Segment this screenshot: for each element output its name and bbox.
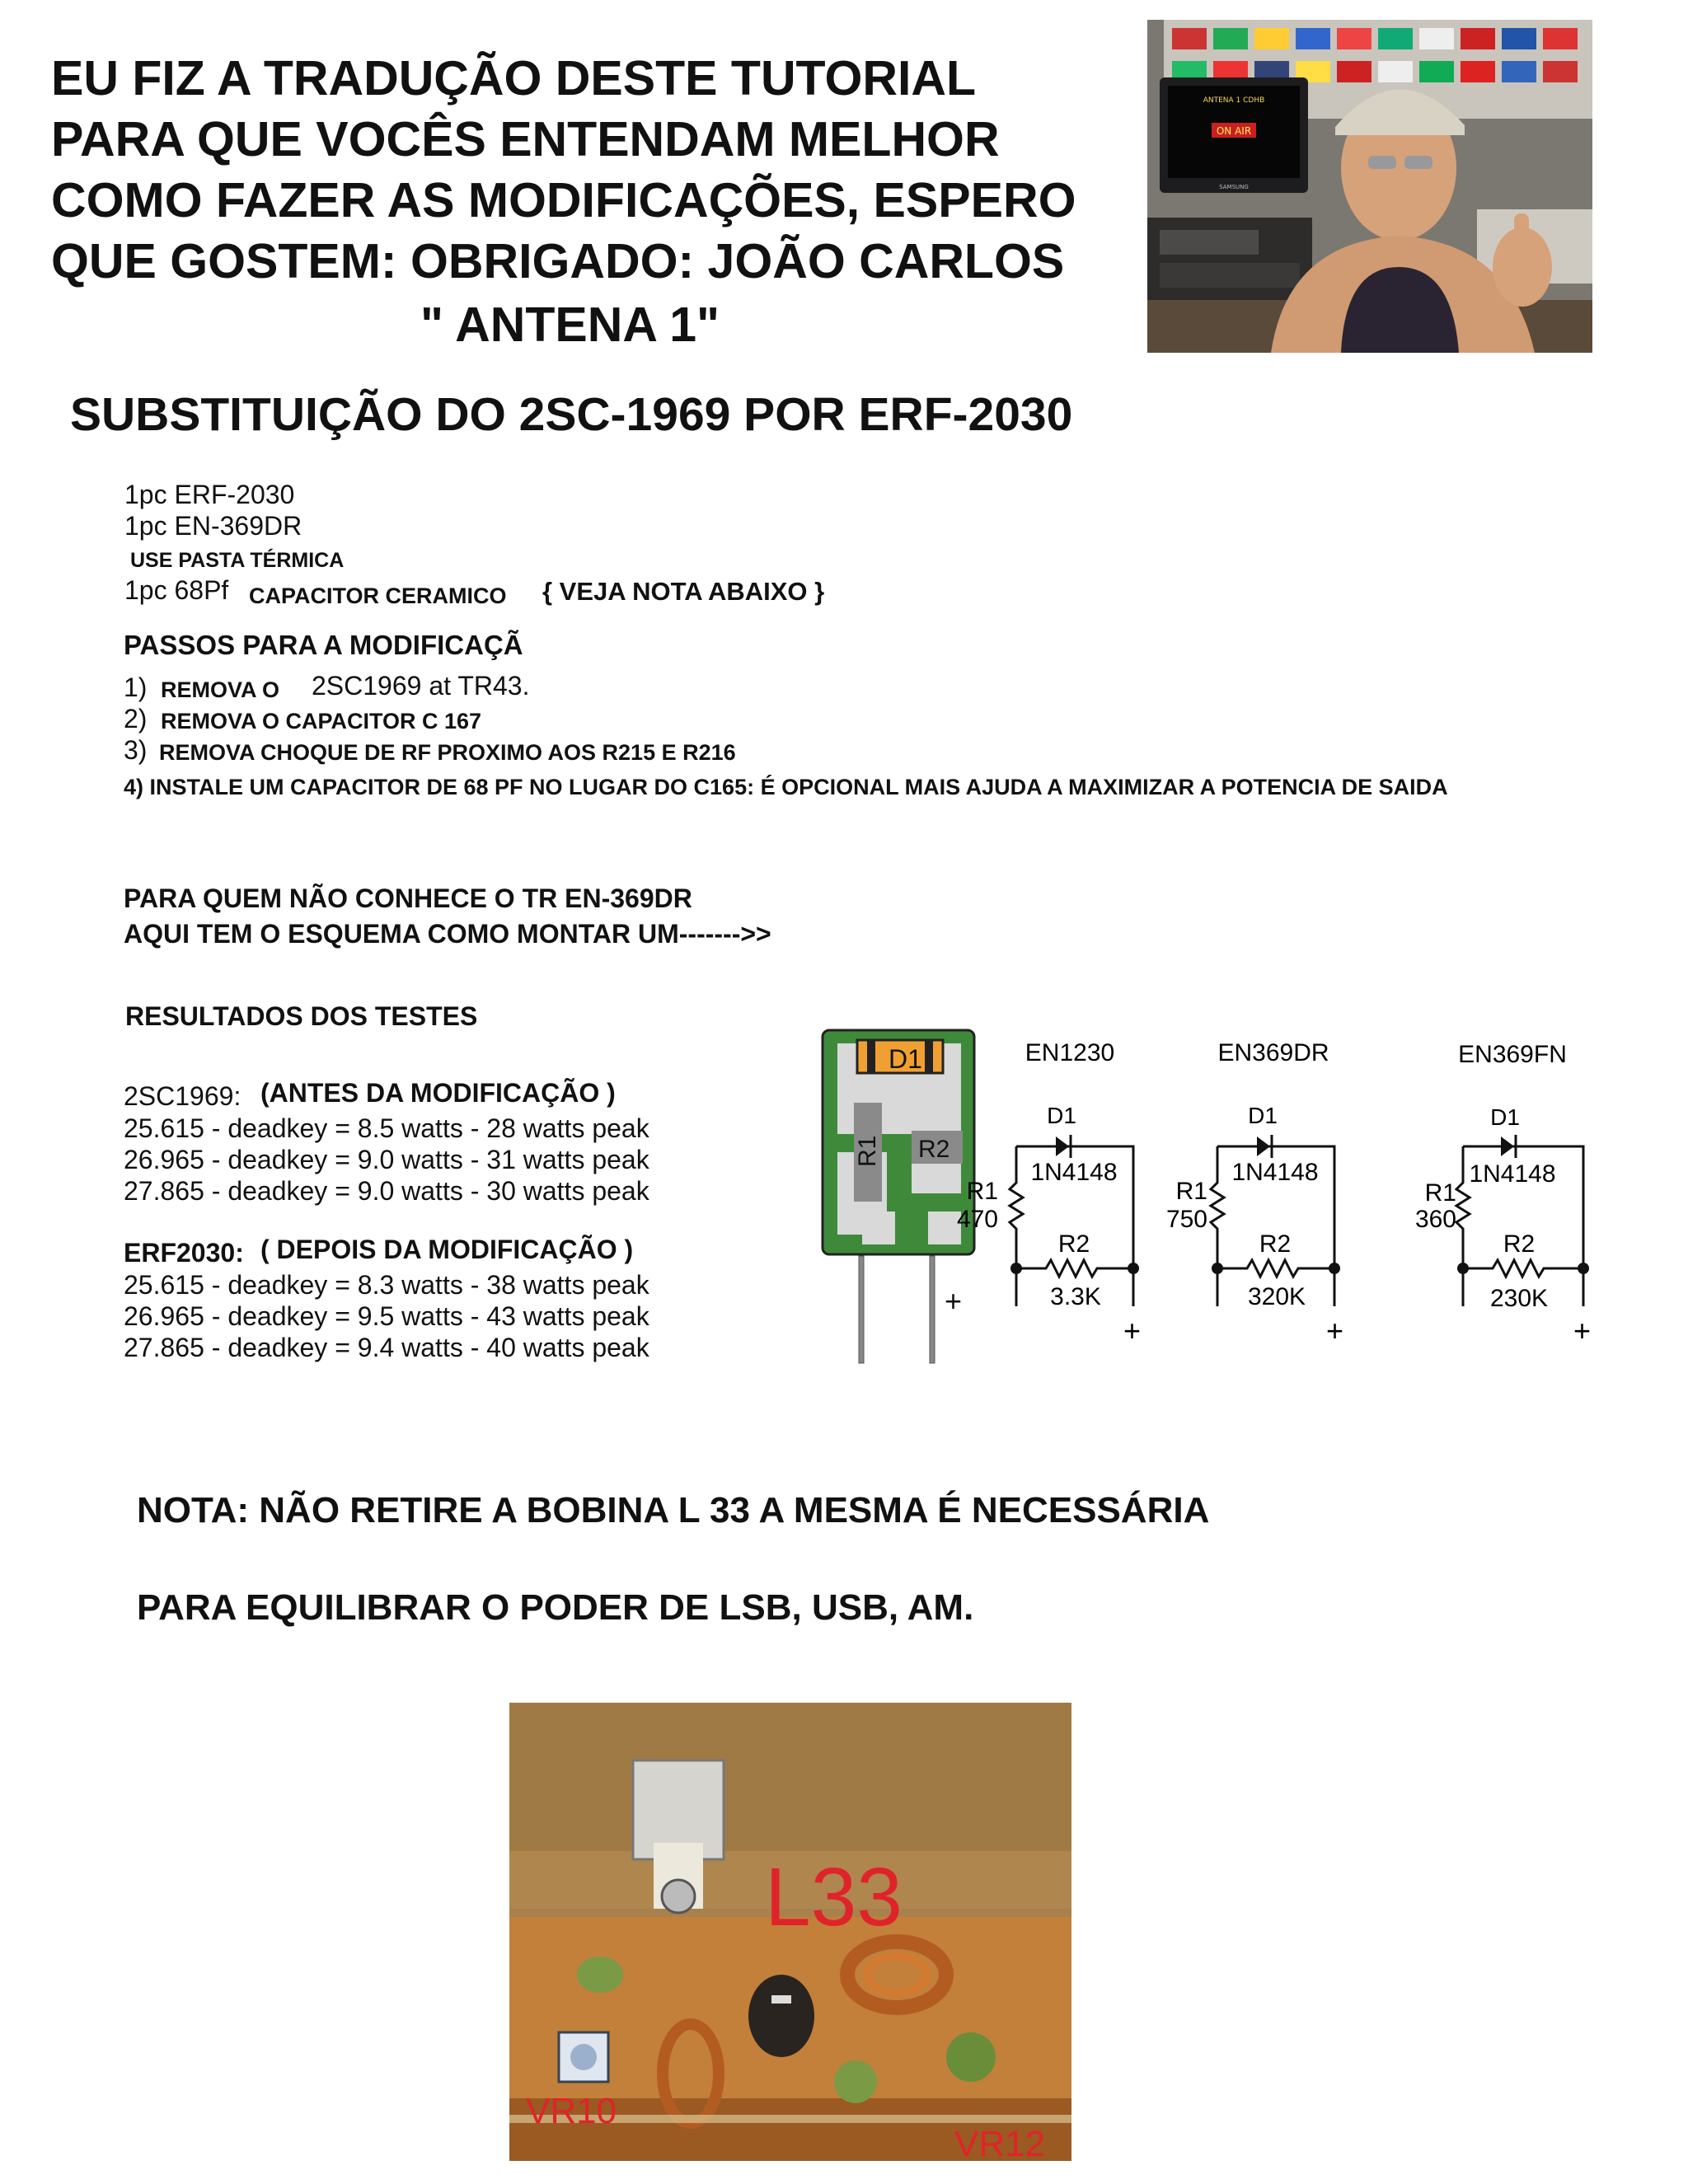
- before-label: 2SC1969:: [124, 1081, 241, 1111]
- r1-label: R1: [854, 1135, 881, 1167]
- schematic-en369fn: [1415, 1041, 1591, 1347]
- intro-line: COMO FAZER AS MODIFICAÇÕES, ESPERO: [51, 173, 1076, 227]
- r1-label: R1: [966, 1178, 998, 1205]
- part-item: 1pc 68Pf: [124, 575, 229, 605]
- after-label: ERF2030:: [124, 1238, 244, 1268]
- r2-value: 3.3K: [1050, 1283, 1101, 1310]
- step-text: 4) INSTALE UM CAPACITOR DE 68 PF NO LUGAR DO C165: É OPCIONAL MAIS AJUDA A MAXIMIZAR A POTENCIA DE SAIDA: [124, 775, 1448, 799]
- part-item: 1pc EN-369DR: [124, 511, 302, 541]
- intro-line: QUE GOSTEM: OBRIGADO: JOÃO CARLOS: [51, 234, 1065, 288]
- info-line: AQUI TEM O ESQUEMA COMO MONTAR UM------->>: [124, 919, 771, 949]
- after-note: ( DEPOIS DA MODIFICAÇÃO ): [260, 1235, 634, 1264]
- intro-text: [51, 48, 1123, 292]
- plus-sign: +: [1123, 1314, 1142, 1347]
- step-text: REMOVA CHOQUE DE RF PROXIMO AOS R215 E R216: [159, 740, 736, 765]
- schematic-title: EN369FN: [1458, 1041, 1567, 1068]
- r1-value: 360: [1414, 1206, 1456, 1233]
- l33-label: L33: [765, 1851, 903, 1943]
- intro-line: EU FIZ A TRADUÇÃO DESTE TUTORIAL: [51, 51, 977, 105]
- diode-part: 1N4148: [1469, 1160, 1556, 1188]
- plus-sign: +: [1573, 1314, 1592, 1347]
- r2-value: 230K: [1489, 1285, 1549, 1312]
- diode-label: D1: [1248, 1103, 1278, 1128]
- r1-value: 470: [956, 1206, 998, 1233]
- schematic-title: EN369DR: [1217, 1039, 1329, 1066]
- result-row: 25.615 - deadkey = 8.3 watts - 38 watts peak: [124, 1270, 649, 1300]
- result-row: 27.865 - deadkey = 9.0 watts - 30 watts peak: [124, 1176, 649, 1206]
- note-line: NOTA: NÃO RETIRE A BOBINA L 33 A MESMA É NECESSÁRIA: [137, 1490, 1210, 1530]
- intro-line: PARA QUE VOCÊS ENTENDAM MELHOR: [51, 112, 1000, 166]
- diode-part: 1N4148: [1030, 1159, 1118, 1186]
- result-row: 26.965 - deadkey = 9.0 watts - 31 watts peak: [124, 1145, 649, 1174]
- step-number: 2): [124, 704, 148, 733]
- page-title: SUBSTITUIÇÃO DO 2SC-1969 POR ERF-2030: [70, 388, 1073, 441]
- results-heading: RESULTADOS DOS TESTES: [125, 1001, 478, 1031]
- step-text-tail: 2SC1969 at TR43.: [312, 671, 530, 701]
- r2-label: R2: [918, 1136, 950, 1163]
- r1-label: R1: [1175, 1178, 1207, 1205]
- diode-part: 1N4148: [1231, 1159, 1319, 1186]
- diode-label: D1: [1047, 1103, 1076, 1128]
- schematics: [812, 1026, 1611, 1372]
- info-line: PARA QUEM NÃO CONHECE O TR EN-369DR: [124, 883, 692, 913]
- r2-label: R2: [1503, 1230, 1536, 1258]
- d1-label: D1: [889, 1044, 922, 1074]
- thermal-paste-note: USE PASTA TÉRMICA: [130, 549, 345, 572]
- results-after: [124, 1269, 649, 1363]
- schematic-title: EN1230: [1025, 1039, 1115, 1066]
- before-note: (ANTES DA MODIFICAÇÃO ): [260, 1078, 616, 1108]
- step-number: 1): [124, 673, 148, 702]
- monitor-brand: SAMSUNG: [1219, 184, 1249, 190]
- r2-label: R2: [1057, 1230, 1090, 1258]
- board-photo: [509, 1703, 1071, 2161]
- steps-heading: PASSOS PARA A MODIFICAÇÃ: [124, 630, 523, 660]
- plus-sign: +: [945, 1284, 963, 1318]
- intro-signature: " ANTENA 1": [420, 298, 720, 352]
- screen-text: ANTENA 1 CDHB: [1203, 96, 1265, 105]
- on-air-label: ON AIR: [1216, 125, 1252, 137]
- result-row: 27.865 - deadkey = 9.4 watts - 40 watts peak: [124, 1333, 649, 1362]
- vr10-label: VR10: [526, 2091, 617, 2131]
- schematic-en1230: [957, 1039, 1141, 1347]
- vr12-label: VR12: [954, 2124, 1046, 2161]
- result-row: 26.965 - deadkey = 9.5 watts - 43 watts peak: [124, 1301, 649, 1331]
- results-before: [124, 1113, 649, 1207]
- schematic-en369dr: [1166, 1039, 1343, 1347]
- diode-label: D1: [1490, 1104, 1520, 1130]
- r2-label: R2: [1259, 1230, 1292, 1258]
- step-text: REMOVA O: [161, 677, 280, 702]
- r2-value: 320K: [1247, 1283, 1306, 1310]
- note-line: PARA EQUILIBRAR O PODER DE LSB, USB, AM.: [137, 1587, 974, 1628]
- author-photo: [1147, 20, 1592, 353]
- r1-value: 750: [1165, 1206, 1207, 1233]
- r1-label: R1: [1424, 1179, 1456, 1207]
- result-row: 25.615 - deadkey = 8.5 watts - 28 watts peak: [124, 1113, 649, 1143]
- part-desc: CAPACITOR CERAMICO: [249, 583, 507, 608]
- step-number: 3): [124, 735, 148, 765]
- part-note: { VEJA NOTA ABAIXO }: [542, 577, 825, 606]
- plus-sign: +: [1326, 1314, 1344, 1347]
- part-item: 1pc ERF-2030: [124, 480, 295, 509]
- step-text: REMOVA O CAPACITOR C 167: [161, 709, 482, 733]
